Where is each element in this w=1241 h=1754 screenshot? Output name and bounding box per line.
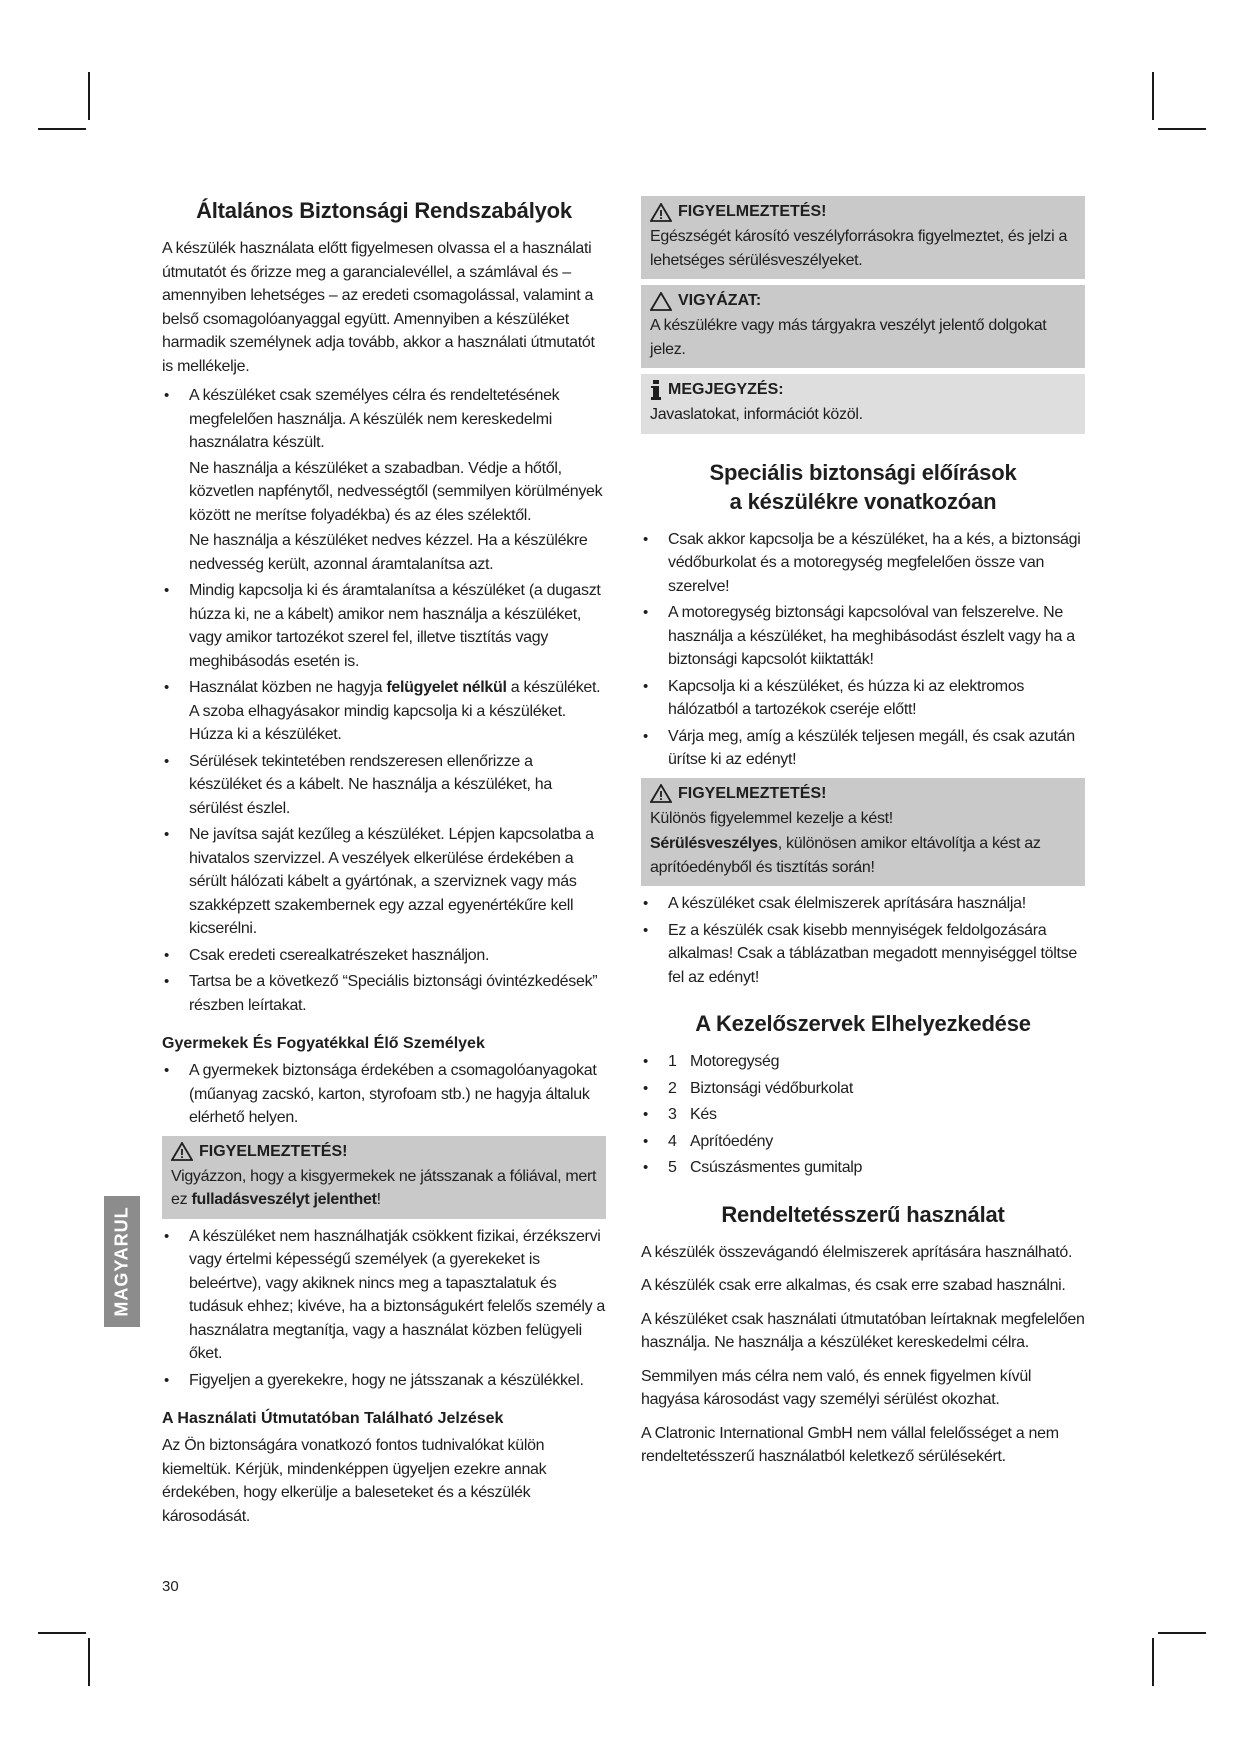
symbols-paragraph: Az Ön biztonságára vonatkozó fontos tudnivalókat külön kiemeltük. Kérjük, mindenképpen ügyeljen ezekre annak érdekében, hogy elkerülje a baleseteket és a készülék károsodását. bbox=[162, 1437, 547, 1525]
use-paragraph: Semmilyen más célra nem való, és ennek figyelmen kívül hagyása károsodást vagy személyi sérülést okozhat. bbox=[641, 1367, 1032, 1408]
section-title-special-safety: Speciális biztonsági előírások a készülékre vonatkozóan bbox=[709, 459, 1017, 514]
crop-mark bbox=[38, 128, 86, 130]
list-item: • Csak akkor kapcsolja be a készüléket, ha a kés, a biztonsági védőburkolat és a motoregység megfelelően össze van szerelve! bbox=[641, 528, 1085, 599]
list-item: • Kapcsolja ki a készüléket, és húzza ki az elektromos hálózatból a tartozékok cseréje előtt! bbox=[641, 675, 1085, 722]
crop-mark bbox=[1152, 72, 1154, 120]
use-paragraph: A készülék összevágandó élelmiszerek aprítására használható. bbox=[641, 1243, 1073, 1261]
crop-mark bbox=[1152, 1638, 1154, 1686]
list-item: • A készüléket nem használhatják csökkent fizikai, érzékszervi vagy értelmi képességű személyek (a gyerekeket is beleértve), vagy akiknek nincs meg a tapasztalatuk és tudásuk ehhez; kivéve, ha a biztonságukért felelős személy a használatra megtanítja, vagy a használat közben felügyeli őket. bbox=[162, 1225, 606, 1366]
crop-mark bbox=[1158, 128, 1206, 130]
info-icon bbox=[650, 380, 662, 400]
intro-paragraph: A készülék használata előtt figyelmesen olvassa el a használati útmutatót és őrizze meg a garancialevéllel, a számlával és – amennyiben lehetséges – az eredeti csomagolással, valamint a belső csomagolóanyaggal együtt. Amennyiben a készüléket harmadik személynek adja tovább, akkor a használati útmutatót is mellékelje. bbox=[162, 240, 595, 375]
list-item: • 1 Motoregység bbox=[641, 1050, 1085, 1074]
crop-mark bbox=[88, 72, 90, 120]
list-item: • 4 Aprítóedény bbox=[641, 1130, 1085, 1154]
list-item: • Ez a készülék csak kisebb mennyiségek feldolgozására alkalmas! Csak a táblázatban megadott mennyiséggel töltse fel az edényt! bbox=[641, 919, 1085, 990]
warning-triangle-icon bbox=[650, 784, 672, 803]
controls-list bbox=[641, 1050, 1085, 1180]
section-title-controls: A Kezelőszervek Elhelyezkedése bbox=[695, 1011, 1031, 1036]
list-item: • Ne javítsa saját kezűleg a készüléket. Lépjen kapcsolatba a hivatalos szervizzel. A veszélyek elkerülése érdekében a sérült hálózati kábelt a gyártónak, a szerviznek vagy más szakképzett szakembernek egy azzal egyenértékűre kell kicserélni. bbox=[162, 823, 606, 941]
right-column bbox=[641, 196, 1085, 1475]
list-item: • Sérülések tekintetében rendszeresen ellenőrizze a készüléket és a kábelt. Ne használja a készüléket, ha sérülést észlel. bbox=[162, 750, 606, 821]
note-box: MEGJEGYZÉS: Javaslatokat, információt közöl. bbox=[641, 374, 1085, 434]
use-paragraph: A Clatronic International GmbH nem vállal felelősséget a nem rendeltetésszerű használatból keletkező sérülésekért. bbox=[641, 1424, 1059, 1465]
subheading-symbols: A Használati Útmutatóban Található Jelzések bbox=[162, 1410, 504, 1427]
list-item: • Várja meg, amíg a készülék teljesen megáll, és csak azután ürítse ki az edényt! bbox=[641, 725, 1085, 772]
subheading-children: Gyermekek És Fogyatékkal Élő Személyek bbox=[162, 1035, 485, 1052]
page-number: 30 bbox=[162, 1578, 179, 1595]
list-item: • Mindig kapcsolja ki és áramtalanítsa a készüléket (a dugaszt húzza ki, ne a kábelt) amikor nem használja a készüléket, vagy amikor tartozékot szerel fel, illetve tisztítás vagy meghibásodás esetén is. bbox=[162, 579, 606, 673]
list-item: • 3 Kés bbox=[641, 1103, 1085, 1127]
usage-safety-list bbox=[641, 892, 1085, 989]
section-title-general-safety: Általános Biztonsági Rendszabályok bbox=[196, 198, 572, 223]
list-item: • A motoregység biztonsági kapcsolóval van felszerelve. Ne használja a készüléket, ha meghibásodást észlelt vagy ha a biztonsági kapcsolót kiiktatták! bbox=[641, 601, 1085, 672]
list-item: • 5 Csúszásmentes gumitalp bbox=[641, 1156, 1085, 1180]
list-item: • A gyermekek biztonsága érdekében a csomagolóanyagokat (műanyag zacskó, karton, styrofoam stb.) ne hagyja általuk elérhető helyen. bbox=[162, 1059, 606, 1130]
list-item: • Figyeljen a gyerekekre, hogy ne játsszanak a készülékkel. bbox=[162, 1369, 606, 1393]
list-item: • Csak eredeti cserealkatrészeket használjon. bbox=[162, 944, 606, 968]
caution-triangle-icon bbox=[650, 292, 672, 311]
crop-mark bbox=[88, 1638, 90, 1686]
crop-mark bbox=[1158, 1632, 1206, 1634]
warning-box: FIGYELMEZTETÉS! Különös figyelemmel kezelje a kést! Sérülésveszélyes, különösen amikor eltávolítja a kést az aprítóedényből és tisztítás során! bbox=[641, 778, 1085, 887]
list-item: • 2 Biztonsági védőburkolat bbox=[641, 1077, 1085, 1101]
list-item: • Tartsa be a következő “Speciális biztonsági óvintézkedések” részben leírtakat. bbox=[162, 970, 606, 1017]
use-paragraph: A készülék csak erre alkalmas, és csak erre szabad használni. bbox=[641, 1277, 1066, 1294]
warning-triangle-icon bbox=[650, 203, 672, 222]
crop-mark bbox=[38, 1632, 86, 1634]
left-column bbox=[162, 196, 606, 1534]
use-paragraph: A készüléket csak használati útmutatóban leírtaknak megfelelően használja. Ne használja a készüléket kereskedelmi célra. bbox=[641, 1310, 1085, 1351]
warning-box: FIGYELMEZTETÉS! Egészségét károsító veszélyforrásokra figyelmeztet, és jelzi a lehetséges sérülésveszélyeket. bbox=[641, 196, 1085, 279]
special-safety-list bbox=[641, 528, 1085, 772]
list-item: • A készüléket csak élelmiszerek aprítására használja! bbox=[641, 892, 1085, 916]
caution-box: VIGYÁZAT: A készülékre vagy más tárgyakra veszélyt jelentő dolgokat jelez. bbox=[641, 285, 1085, 368]
warning-triangle-icon bbox=[171, 1142, 193, 1161]
warning-box: FIGYELMEZTETÉS! Vigyázzon, hogy a kisgyermekek ne játsszanak a fóliával, mert ez fulladásveszélyt jelenthet! bbox=[162, 1136, 606, 1219]
list-item: • Használat közben ne hagyja felügyelet nélkül a készüléket. A szoba elhagyásakor mindig kapcsolja ki a készüléket. Húzza ki a készüléket. bbox=[162, 676, 606, 747]
language-tab: MAGYARUL bbox=[104, 1196, 140, 1327]
section-title-intended-use: Rendeltetésszerű használat bbox=[721, 1201, 1005, 1227]
children-list bbox=[162, 1059, 606, 1130]
children-list-2 bbox=[162, 1225, 606, 1393]
list-item: • A készüléket csak személyes célra és rendeltetésének megfelelően használja. A készülék nem kereskedelmi használatra készült. Ne használja a készüléket a szabadban. Védje a hőtől, közvetlen napfénytől, nedvességtől (semmilyen körülmények között ne merítse folyadékba) és az éles szélektől. Ne használja a készüléket nedves kézzel. Ha a készülékre nedvesség került, azonnal áramtalanítsa azt. bbox=[162, 384, 606, 576]
safety-list bbox=[162, 384, 606, 1017]
